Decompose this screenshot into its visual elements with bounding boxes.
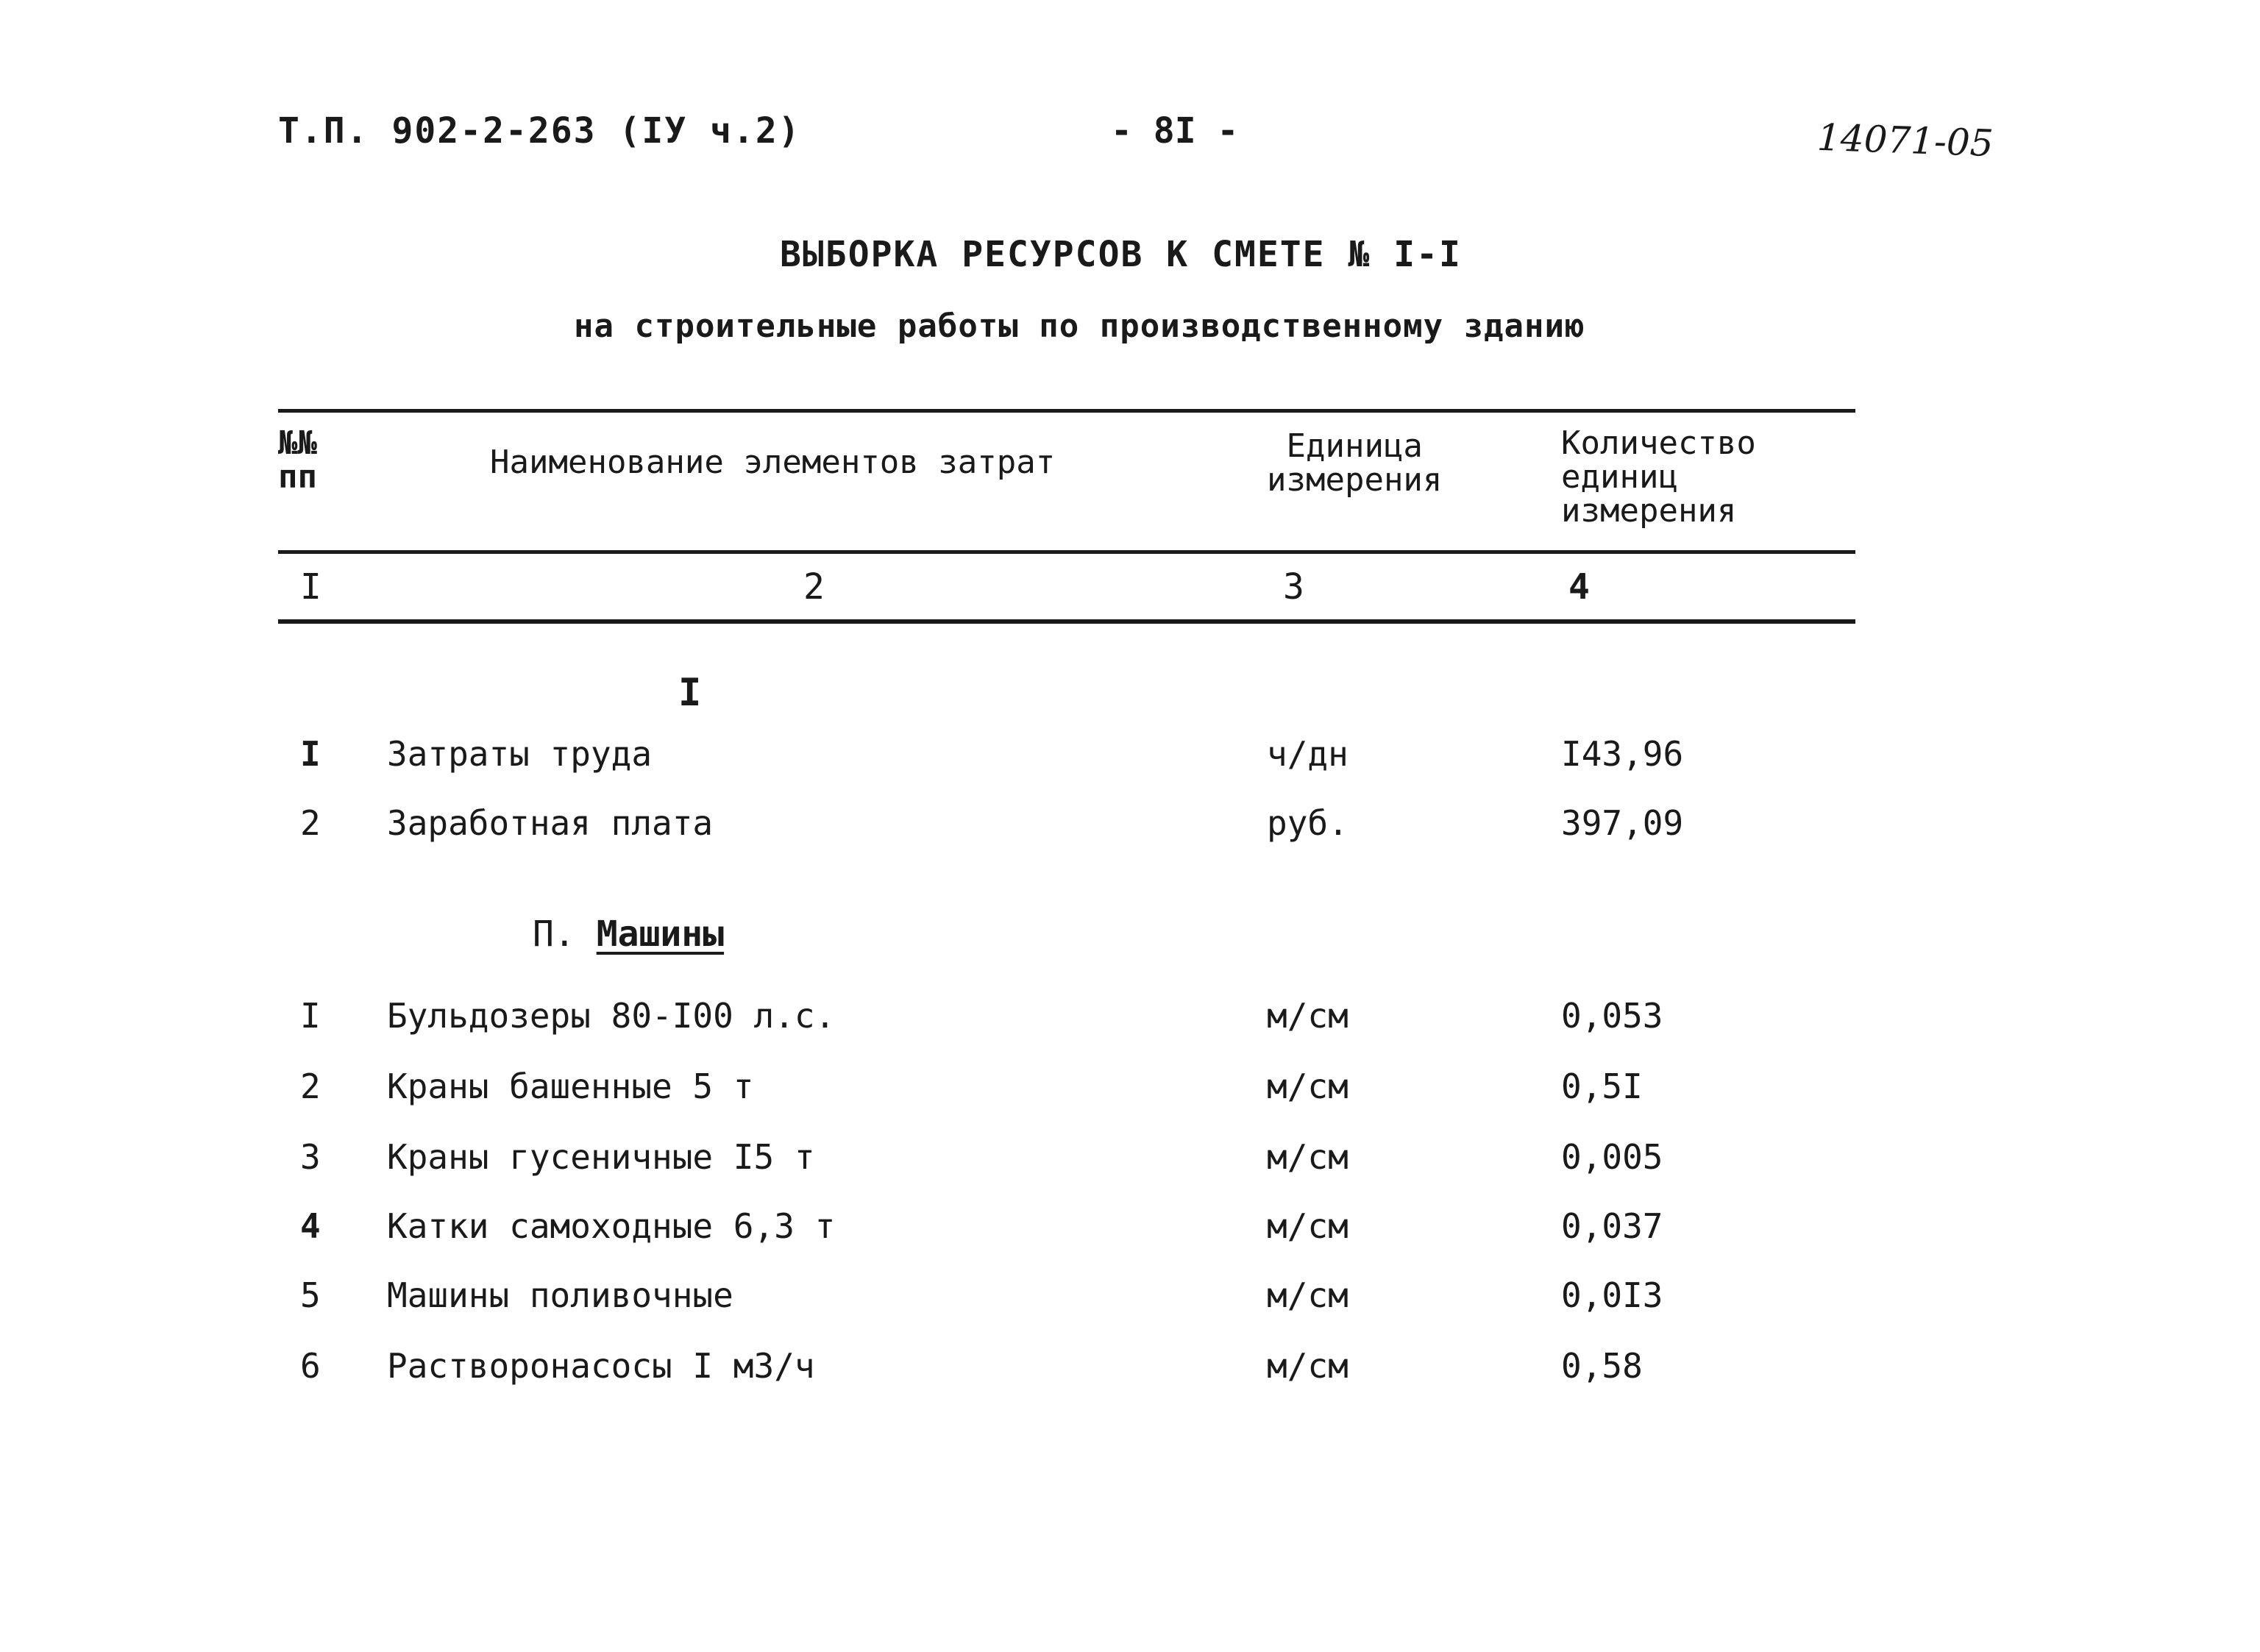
row-unit: м/см <box>1267 1275 1348 1315</box>
section-heading-1: I <box>678 671 702 715</box>
document-subtitle: на строительные работы по производственному зданию <box>574 307 1585 345</box>
row-name: Заработная плата <box>387 803 714 843</box>
row-number: 5 <box>300 1275 321 1315</box>
row-quantity: 0,053 <box>1561 996 1663 1036</box>
column-number-3: 3 <box>1283 566 1304 608</box>
row-quantity: 0,037 <box>1561 1206 1663 1246</box>
column-number-1: I <box>300 566 321 608</box>
column-header-quantity: Количество единиц измерения <box>1561 424 1756 530</box>
row-name: Катки самоходные 6,3 т <box>387 1206 836 1246</box>
row-unit: м/см <box>1267 1206 1348 1246</box>
row-number: I <box>300 996 321 1036</box>
row-quantity: 397,09 <box>1561 803 1684 843</box>
column-header-number: №№ пп <box>278 424 317 496</box>
row-number: 2 <box>300 1067 321 1106</box>
column-number-2: 2 <box>803 566 825 608</box>
row-name: Бульдозеры 80-I00 л.с. <box>387 996 836 1036</box>
row-name: Машины поливочные <box>387 1275 733 1315</box>
row-name: Затраты труда <box>387 734 653 774</box>
document-title: ВЫБОРКА РЕСУРСОВ К СМЕТЕ № I-I <box>780 234 1462 275</box>
row-quantity: 0,0I3 <box>1561 1275 1663 1315</box>
document-code: Т.П. 902-2-263 (IУ ч.2) <box>278 110 801 152</box>
table-top-rule <box>278 409 1855 413</box>
row-quantity: 0,58 <box>1561 1346 1643 1386</box>
row-unit: м/см <box>1267 1137 1348 1177</box>
row-quantity: 0,005 <box>1561 1137 1663 1177</box>
row-name: Растворонасосы I м3/ч <box>387 1346 815 1386</box>
row-unit: ч/дн <box>1267 734 1348 774</box>
row-number: 3 <box>300 1137 321 1177</box>
row-unit: м/см <box>1267 1346 1348 1386</box>
table-columns-rule <box>278 619 1855 624</box>
row-unit: руб. <box>1267 803 1348 843</box>
table-header-rule <box>278 550 1855 554</box>
archive-number-handwritten: 14071-05 <box>1816 115 1994 165</box>
section-heading-2 <box>533 914 724 955</box>
row-number: 6 <box>300 1346 321 1386</box>
column-header-unit: Единица измерения <box>1267 427 1443 499</box>
row-number: 4 <box>300 1206 321 1246</box>
row-quantity: I43,96 <box>1561 734 1684 774</box>
row-number: I <box>300 734 321 774</box>
section-title: Машины <box>596 914 725 955</box>
row-quantity: 0,5I <box>1561 1067 1643 1106</box>
row-unit: м/см <box>1267 996 1348 1036</box>
row-name: Краны башенные 5 т <box>387 1067 754 1106</box>
row-number: 2 <box>300 803 321 843</box>
column-header-name: Наименование элементов затрат <box>490 444 1056 481</box>
column-number-4: 4 <box>1568 566 1590 608</box>
section-prefix: П. <box>533 914 575 955</box>
page-number: - 8I - <box>1111 110 1239 152</box>
row-unit: м/см <box>1267 1067 1348 1106</box>
row-name: Краны гусеничные I5 т <box>387 1137 815 1177</box>
